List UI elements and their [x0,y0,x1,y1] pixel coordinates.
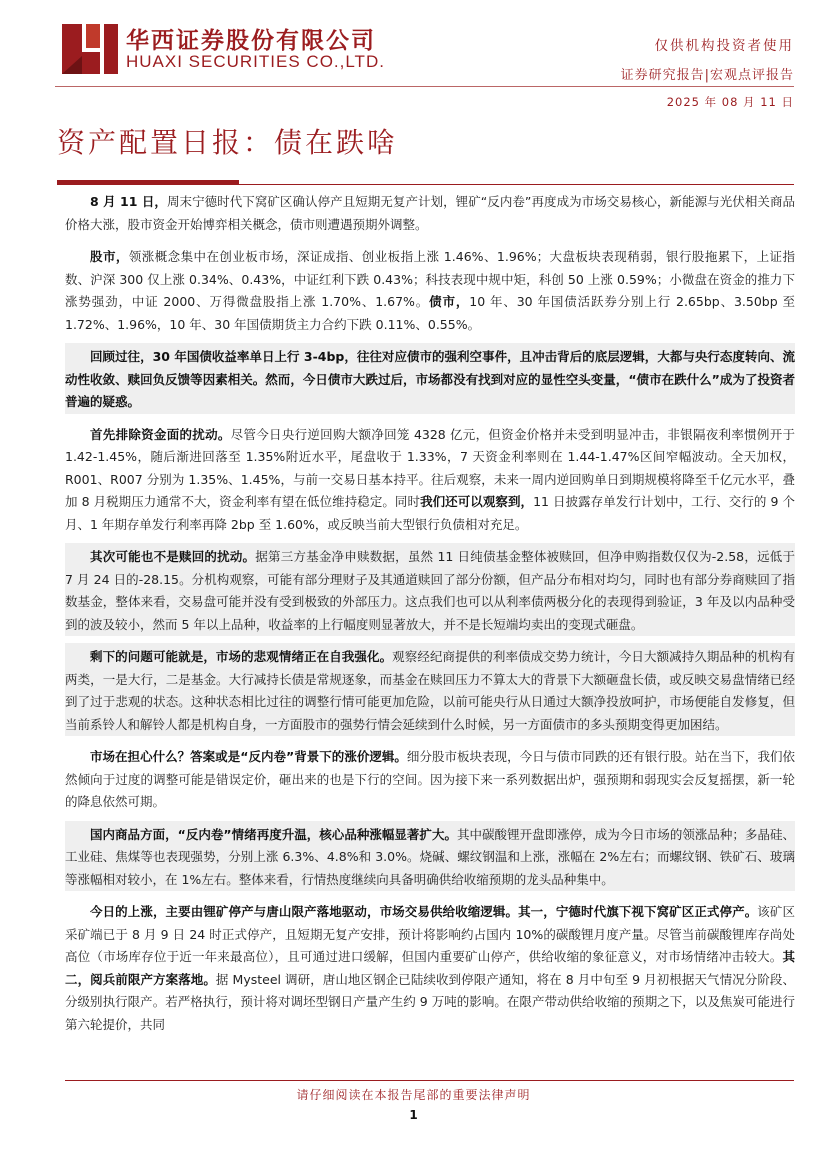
paragraph-commodities [65,821,795,892]
paragraph-lead: 回顾过往，30 年国债收益率单日上行 3-4bp，往往对应债市的强利空事件，且冲击背后的底层逻辑，大都与央行态度转向、流动性收敛、赎回负反馈等因素相关。然而，今日债市大跌过后，市场都没有找到对应的显性空头变量，“债市在跌什么”成为了投资者普遍的疑惑。 [65,349,795,409]
paragraph-supply [65,898,795,1036]
paragraph-text: 尽管今日央行逆回购大额净回笼 4328 亿元，但资金价格并未受到明显冲击，非银隔夜利率惯例开于 1.42-1.45%，随后渐进回落至 1.35%附近水平，尾盘收于 1.33%，7 天资金利率则在 1.44-1.47%区间窄幅波动。全天加权，R001、R007 分别为 1.35%、1.45%，与前一交易日基本持平。往后观察，未来一周内逆回购单日到期规模将降至千亿元水平，叠加 8 月税期压力通常不大，资金利率有望在低位维持稳定。同时 [65,426,795,509]
paragraph-lead: 8 月 11 日， [90,194,167,209]
paragraph-summary [65,188,795,236]
paragraph-text: 领涨概念集中在创业板市场，深证成指、创业板指上涨 1.46%、1.96%；大盘板块表现稍弱，银行股拖累下，上证指数、沪深 300 仅上涨 0.34%、0.43%，中证红利下跌 0.43%；科技表现中规中矩，科创 50 上涨 0.59%；小微盘在资金的推力下涨势强劲，中证 2000、万得微盘股指上涨 1.70%、1.67%。 [65,249,795,309]
paragraph-markets [65,243,795,336]
paragraph-lead: 股市， [90,249,129,264]
paragraph-text: 据第三方基金净申赎数据，虽然 11 日纯债基金整体被赎回，但净申购指数仅仅为-2.58，远低于 7 月 24 日的-28.15。分机构观察，可能有部分理财子及其通道赎回了部分份额，但产品分布相对均匀，同时也有部分券商赎回了指数基金，整体来看，交易盘可能并没有受到极致的外部压力。这点我们也可以从利率债两极分化的表现得到验证，3 年及以内品种受到的波及较小，然而 5 年以上品种，收益率的上行幅度则显著放大，并不是长短端均卖出的变现式砸盘。 [65,549,795,632]
paragraph-text-2: 10 年、30 年国债活跃券分别上行 2.65bp、3.50bp 至 1.72%、1.96%，10 年、30 年国债期货主力合约下跌 0.11%、0.55%。 [65,294,795,332]
paragraph-lead: 国内商品方面，“反内卷”情绪再度升温，核心品种涨幅显著扩大。 [90,826,457,842]
paragraph-text-2: 11 日披露存单发行计划中，工行、交行的 9 个月、1 年期存单发行利率再降 2bp 至 1.60%，或反映当前大型银行负债相对充足。 [65,494,795,532]
header-divider [55,86,794,87]
paragraph-sentiment [65,643,795,736]
legal-disclaimer: 请仔细阅读在本报告尾部的重要法律声明 [296,1088,531,1102]
paragraph-text-2: 据 Mysteel 调研，唐山地区钢企已陆续收到停限产通知，将在 8 月中旬至 9 月初根据天气情况分阶段、分级别执行限产。若严格执行，预计将对调坯型钢日产量产生约 9 万吨的影响。在限产带动供给收缩的预期之下，以及焦炭可能进行第六轮提价，共同 [65,971,795,1032]
paragraph-text: 周末宁德时代下窝矿区确认停产且短期无复产计划，锂矿“反内卷”再度成为市场交易核心，新能源与光伏相关商品价格大涨，股市资金开始博弈相关概念，债市则遭遇预期外调整。 [65,194,795,232]
paragraph-text: 观察经纪商提供的利率债成交势力统计，今日大额减持久期品种的机构有两类，一是大行，二是基金。大行减持长债是常规逐象，而基金在赎回压力不算太大的背景下大额砸盘长债，或反映交易盘情绪已经到了过于悲观的状态。这种状态相比过往的调整行情可能更加危险，以前可能央行从日通过大额净投放呵护，市场便能自发修复，但当前系铃人和解铃人都是机构自身，一方面股市的强势行情会延续到什么时候，另一方面债市的多头预期变得更加困结。 [65,649,795,732]
paragraph-lead-2: 我们还可以观察到， [420,494,534,509]
paragraph-liquidity [65,421,795,537]
paragraph-lead: 剩下的问题可能就是，市场的悲观情绪正在自我强化。 [90,649,393,664]
paragraph-text: 该矿区采矿端已于 8 月 9 日 24 时正式停产，且短期无复产安排，预计将影响约占国内 10%的碳酸锂月度产量。尽管当前碳酸锂库存尚处高位（市场库存位于近一年来最高位），且可通过进口缓解，但国内重要矿山停产，供给收缩的象征意义，对市场情绪冲击较大。 [65,904,795,964]
paragraph-text: 细分股市板块表现，今日与债市同跌的还有银行股。站在当下，我们依然倾向于过度的调整可能是错误定价，砸出来的也是下行的空间。因为接下来一系列数据出炉，强预期和弱现实会反复摇摆，新一轮的降息依然可期。 [65,749,795,809]
paragraph-redemption [65,543,795,636]
audience-note: 仅供机构投资者使用 [654,38,794,54]
paragraph-review [65,343,795,414]
report-body [65,188,795,1043]
page-number: 1 [409,1108,418,1122]
paragraph-concern [65,743,795,814]
report-title: 资产配置日报：债在跌啥 [57,126,399,159]
company-name-cn: 华西证券股份有限公司 [126,27,376,54]
paragraph-lead: 其次可能也不是赎回的扰动。 [90,549,256,564]
report-type: 证券研究报告|宏观点评报告 [620,68,794,83]
title-divider [57,184,794,185]
footer-divider [65,1080,794,1081]
company-name-en: HUAXI SECURITIES CO.,LTD. [126,52,385,71]
report-date: 2025 年 08 月 11 日 [666,95,794,109]
paragraph-lead-2: 其二，阅兵前限产方案落地。 [65,949,795,987]
paragraph-text: 其中碳酸锂开盘即涨停，成为今日市场的领涨品种；多晶硅、工业硅、焦煤等也表现强势，分别上涨 6.3%、4.8%和 3.0%。烧碱、螺纹钢温和上涨，涨幅在 2%左右；而螺纹钢、铁矿石、玻璃等涨幅相对较小，在 1%左右。整体来看，行情热度继续向具备明确供给收缩预期的龙头品种集中。 [65,826,795,887]
huaxi-logo-icon [60,22,120,76]
paragraph-lead: 今日的上涨，主要由锂矿停产与唐山限产落地驱动，市场交易供给收缩逻辑。其一，宁德时代旗下视下窝矿区正式停产。 [90,904,758,919]
paragraph-lead: 首先排除资金面的扰动。 [90,426,231,442]
paragraph-lead-2: 债市， [429,294,470,309]
paragraph-lead: 市场在担心什么？答案或是“反内卷”背景下的涨价逻辑。 [90,749,407,764]
